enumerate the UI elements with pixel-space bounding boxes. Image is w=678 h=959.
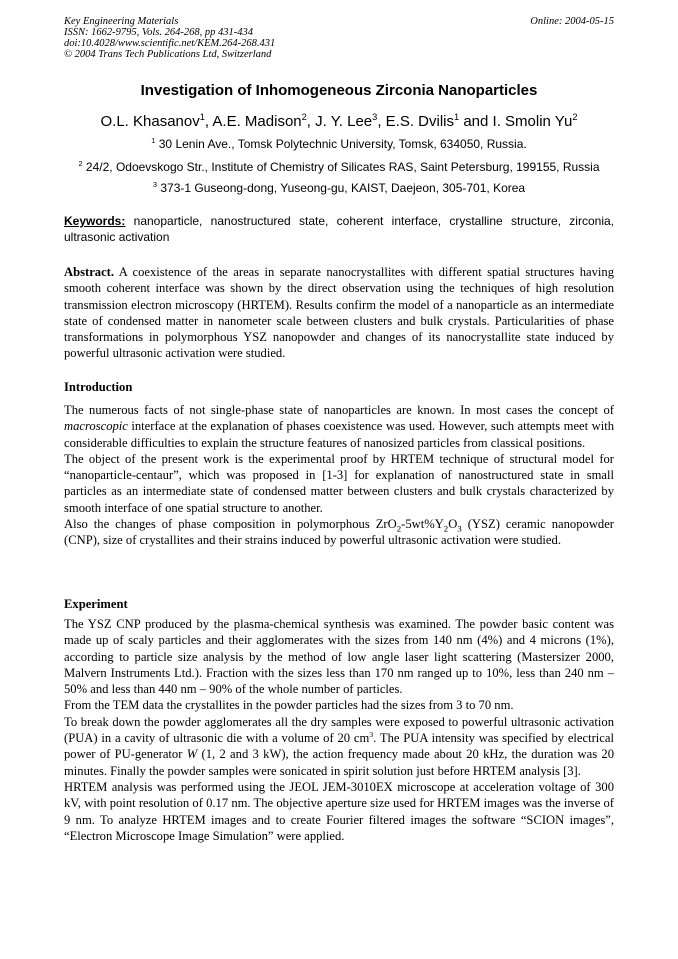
section-heading-experiment: Experiment (64, 597, 128, 611)
author-name: O.L. Khasanov (100, 113, 200, 130)
affiliation-marker: 2 (572, 112, 578, 122)
keywords (64, 213, 614, 245)
paragraph: The numerous facts of not single-phase state of nanoparticles are known. In most cases the concept of macroscopic interface at the explanation of phases coexistence was used. However, such attempts meet with considerable difficulties to explain the structure features of nanosized particles from classical positions. (64, 403, 614, 450)
paragraph: HRTEM analysis was performed using the JEOL JEM-3010EX microscope at acceleration voltage of 300 kV, with point resolution of 0.17 nm. The objective aperture size used for HRTEM images was the inverse of 9 nm. To analyze HRTEM images and to create Fourier filtered images the software “SCION images”, “Electron Microscope Image Simulation” were applied. (64, 779, 614, 843)
running-header (64, 16, 614, 60)
experiment-body (64, 616, 614, 844)
keywords-text: nanoparticle, nanostructured state, coherent interface, crystalline structure, zirconia, ultrasonic activation (64, 214, 614, 244)
author-list (0, 113, 678, 130)
doi-line: doi:10.4028/www.scientific.net/KEM.264-268.431 (64, 38, 276, 49)
paper-title: Investigation of Inhomogeneous Zirconia Nanoparticles (140, 82, 538, 99)
affiliation-3: $^3$ 373-1 Guseong-dong, Yuseong-gu, KAIST, Daejeon, 305-701, Korea (152, 180, 526, 195)
abstract-text: A coexistence of the areas in separate nanocrystallites with different spatial structures having smooth coherent interface was shown by the direct observation using the techniques of high resolution transmission electron microscopy (HRTEM). Results confirm the model of a nanoparticle as an intermediate state of condensed matter in nanometer scale between clusters and bulk crystals. Particularities of phase transformations in polymorphous YSZ nanopowder and changes of its nanocrystallite state induced by powerful ultrasonic activation were studied. (64, 265, 614, 361)
paragraph: From the TEM data the crystallites in the powder particles had the sizes from 3 to 70 nm. (64, 698, 514, 713)
affiliation-2: $^2$ 24/2, Odoevskogo Str., Institute of Chemistry of Silicates RAS, Saint Petersburg, 199155, Russia (78, 159, 600, 174)
affiliation-marker: 2 (301, 112, 307, 122)
author-name: , J. Y. Lee (306, 113, 373, 130)
paragraph: The YSZ CNP produced by the plasma-chemical synthesis was examined. The powder basic content was made up of scaly particles and their agglomerates with the sizes from 140 nm (4%) and 4 microns (1%), according to particle size analysis by the method of low angle laser light scattering (Mastersizer 2000, Malvern Instruments Ltd.). Fraction with the sizes less than 170 nm ranged up to 10%, less than 240 nm – 50% and less than 440 nm – 90% of the whole number of particles. (64, 617, 614, 697)
paragraph: Also the changes of phase composition in polymorphous $ZrO_2-5wt\%Y_2O_3$ (YSZ) ceramic nanopowder (CNP), size of crystallites and their strains induced by powerful ultrasonic activation were studied. (64, 517, 614, 548)
abstract (64, 264, 614, 362)
journal-name: Key Engineering Materials (64, 16, 179, 27)
author-name: and I. Smolin Yu (459, 113, 573, 130)
paragraph: To break down the powder agglomerates all the dry samples were exposed to powerful ultrasonic activation (PUA) in a cavity of ultrasonic die with a volume of 20 $cm^3$. The PUA intensity was specified by electrical power of PU-generator W (1, 2 and 3 kW), the action frequency made about 20 kHz, the duration was 20 minutes. Finally the powder samples were sonicated in spirit solution just before HRTEM analysis [3]. (64, 714, 615, 778)
abstract-label: Abstract. (64, 265, 115, 279)
affiliation-marker: 1 (199, 112, 205, 122)
issn-line: ISSN: 1662-9795, Vols. 264-268, pp 431-434 (64, 27, 253, 38)
author-name: , E.S. Dvilis (377, 113, 454, 130)
affiliation-marker: 1 (454, 112, 460, 122)
paragraph: The object of the present work is the experimental proof by HRTEM technique of structural model for “nanoparticle-centaur”, which was proposed in [1-3] for explanation of nanostructured state in small particles as an intermediate state of condensed matter between clusters and bulk crystals characterized by smooth interface of one spatial structure to another. (64, 451, 614, 515)
copyright-line: © 2004 Trans Tech Publications Ltd, Switzerland (64, 49, 272, 60)
online-date: Online: 2004-05-15 (530, 16, 614, 27)
author-name: , A.E. Madison (204, 113, 302, 130)
affiliation-1: $^1$ 30 Lenin Ave., Tomsk Polytechnic University, Tomsk, 634050, Russia. (151, 136, 527, 151)
introduction-body (64, 402, 614, 549)
section-heading-introduction: Introduction (64, 380, 133, 394)
affiliation-marker: 3 (372, 112, 378, 122)
keywords-label: Keywords: (64, 214, 126, 228)
